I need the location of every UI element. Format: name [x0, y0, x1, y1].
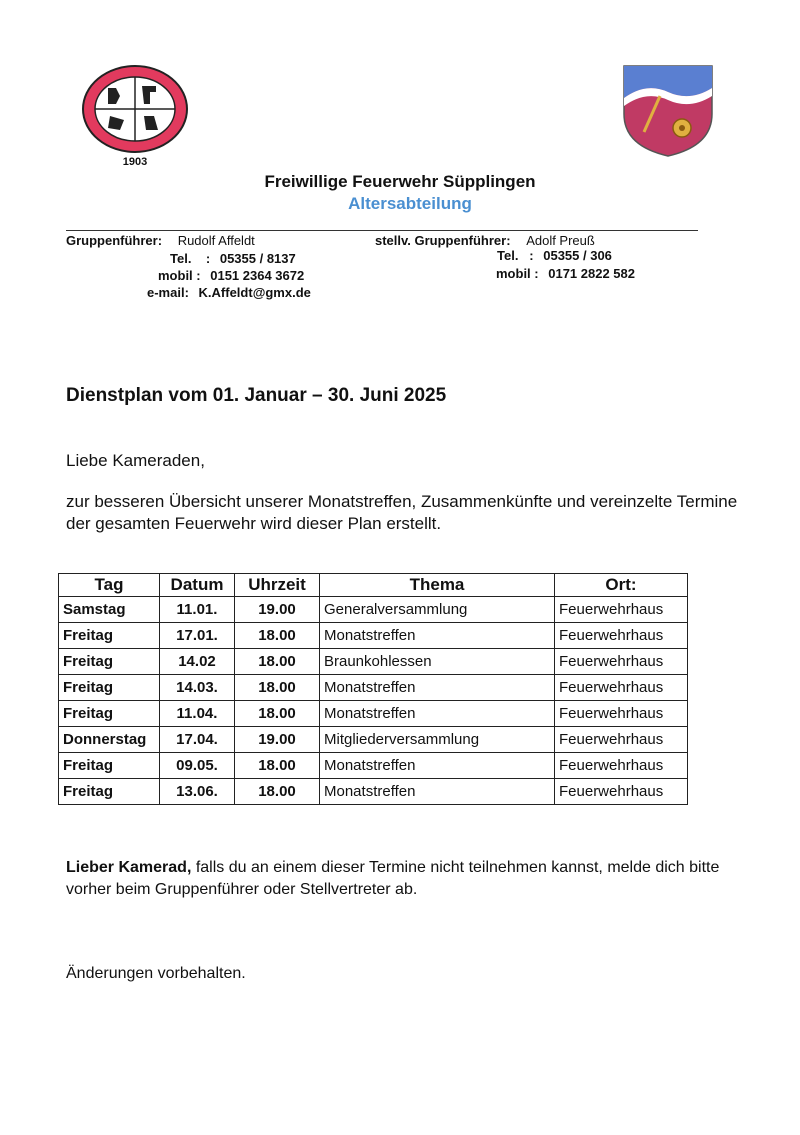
table-row — [59, 597, 688, 623]
header-datum: Datum — [160, 574, 235, 597]
table-row — [59, 623, 688, 649]
deputy-mobil: 0171 2822 582 — [548, 266, 635, 281]
note-text: falls du an einem dieser Termine nicht teilnehmen kannst, melde dich bitte vorher beim Gruppenführer oder Stellvertreter ab. — [66, 859, 720, 898]
cell-tag: Samstag — [59, 597, 160, 623]
cell-ort: Feuerwehrhaus — [555, 675, 688, 701]
cell-tag: Freitag — [59, 779, 160, 805]
cell-uhrzeit: 18.00 — [235, 779, 320, 805]
leader-name: Rudolf Affeldt — [177, 233, 255, 248]
cell-datum: 14.03. — [160, 675, 235, 701]
deputy-mobil-label: mobil : — [496, 266, 539, 281]
table-row — [59, 649, 688, 675]
deputy-role-label: stellv. Gruppenführer: — [375, 233, 511, 248]
document-title: Dienstplan vom 01. Januar – 30. Juni 2025 — [66, 385, 447, 406]
cell-ort: Feuerwehrhaus — [555, 779, 688, 805]
absence-note — [66, 857, 766, 901]
cell-tag: Donnerstag — [59, 727, 160, 753]
table-row — [59, 701, 688, 727]
header-tag: Tag — [59, 574, 160, 597]
cell-ort: Feuerwehrhaus — [555, 597, 688, 623]
intro-paragraph: zur besseren Übersicht unserer Monatstreffen, Zusammenkünfte und vereinzelte Termine der gesamten Feuerwehr wird dieser Plan erstellt. — [66, 492, 738, 533]
deputy-tel: 05355 / 306 — [543, 248, 612, 263]
leader-phone — [170, 251, 296, 266]
fire-brigade-emblem — [80, 64, 190, 154]
cell-uhrzeit: 18.00 — [235, 675, 320, 701]
organization-name: Freiwillige Feuerwehr Süpplingen — [264, 172, 536, 191]
leader-mobil: 0151 2364 3672 — [210, 268, 305, 283]
leader-tel: 05355 / 8137 — [219, 251, 296, 266]
cell-ort: Feuerwehrhaus — [555, 649, 688, 675]
table-row — [59, 675, 688, 701]
cell-tag: Freitag — [59, 675, 160, 701]
cell-ort: Feuerwehrhaus — [555, 727, 688, 753]
cell-uhrzeit: 19.00 — [235, 597, 320, 623]
cell-tag: Freitag — [59, 701, 160, 727]
leader-tel-label: Tel. : — [170, 251, 211, 266]
deputy-name: Adolf Preuß — [526, 233, 595, 248]
department-subtitle: Altersabteilung — [348, 194, 472, 213]
cell-datum: 11.04. — [160, 701, 235, 727]
cell-uhrzeit: 19.00 — [235, 727, 320, 753]
greeting: Liebe Kameraden, — [66, 451, 205, 470]
cell-datum: 11.01. — [160, 597, 235, 623]
leader-mobile — [158, 268, 304, 283]
deputy-tel-label: Tel. : — [497, 248, 534, 263]
cell-uhrzeit: 18.00 — [235, 623, 320, 649]
cell-datum: 14.02 — [160, 649, 235, 675]
deputy-mobile — [496, 266, 635, 281]
table-row — [59, 727, 688, 753]
cell-uhrzeit: 18.00 — [235, 701, 320, 727]
cell-thema: Braunkohlessen — [320, 649, 555, 675]
leader-email-address[interactable]: K.Affeldt@gmx.de — [198, 285, 311, 300]
cell-thema: Monatstreffen — [320, 701, 555, 727]
cell-thema: Generalversammlung — [320, 597, 555, 623]
header-thema: Thema — [320, 574, 555, 597]
cell-datum: 17.01. — [160, 623, 235, 649]
cell-uhrzeit: 18.00 — [235, 753, 320, 779]
table-header-row — [59, 574, 688, 597]
header-ort: Ort: — [555, 574, 688, 597]
leader-role — [66, 233, 255, 248]
cell-datum: 13.06. — [160, 779, 235, 805]
table-row — [59, 753, 688, 779]
cell-thema: Monatstreffen — [320, 753, 555, 779]
cell-uhrzeit: 18.00 — [235, 649, 320, 675]
cell-thema: Mitgliederversammlung — [320, 727, 555, 753]
cell-thema: Monatstreffen — [320, 623, 555, 649]
cell-tag: Freitag — [59, 649, 160, 675]
cell-tag: Freitag — [59, 623, 160, 649]
deputy-role — [375, 233, 595, 248]
leader-email-label: e-mail: — [147, 285, 189, 300]
cell-tag: Freitag — [59, 753, 160, 779]
note-lead: Lieber Kamerad, — [66, 859, 192, 876]
cell-ort: Feuerwehrhaus — [555, 753, 688, 779]
leader-email — [147, 285, 311, 300]
changes-reserved-note: Änderungen vorbehalten. — [66, 965, 246, 982]
cell-thema: Monatstreffen — [320, 675, 555, 701]
cell-datum: 09.05. — [160, 753, 235, 779]
cell-datum: 17.04. — [160, 727, 235, 753]
header-uhrzeit: Uhrzeit — [235, 574, 320, 597]
header-divider — [66, 230, 698, 231]
cell-ort: Feuerwehrhaus — [555, 623, 688, 649]
emblem-year: 1903 — [122, 156, 148, 168]
cell-thema: Monatstreffen — [320, 779, 555, 805]
leader-mobil-label: mobil : — [158, 268, 201, 283]
cell-ort: Feuerwehrhaus — [555, 701, 688, 727]
coat-of-arms — [620, 62, 716, 158]
deputy-phone — [497, 248, 612, 263]
schedule-table — [58, 573, 688, 805]
table-row — [59, 779, 688, 805]
leader-role-label: Gruppenführer: — [66, 233, 163, 248]
